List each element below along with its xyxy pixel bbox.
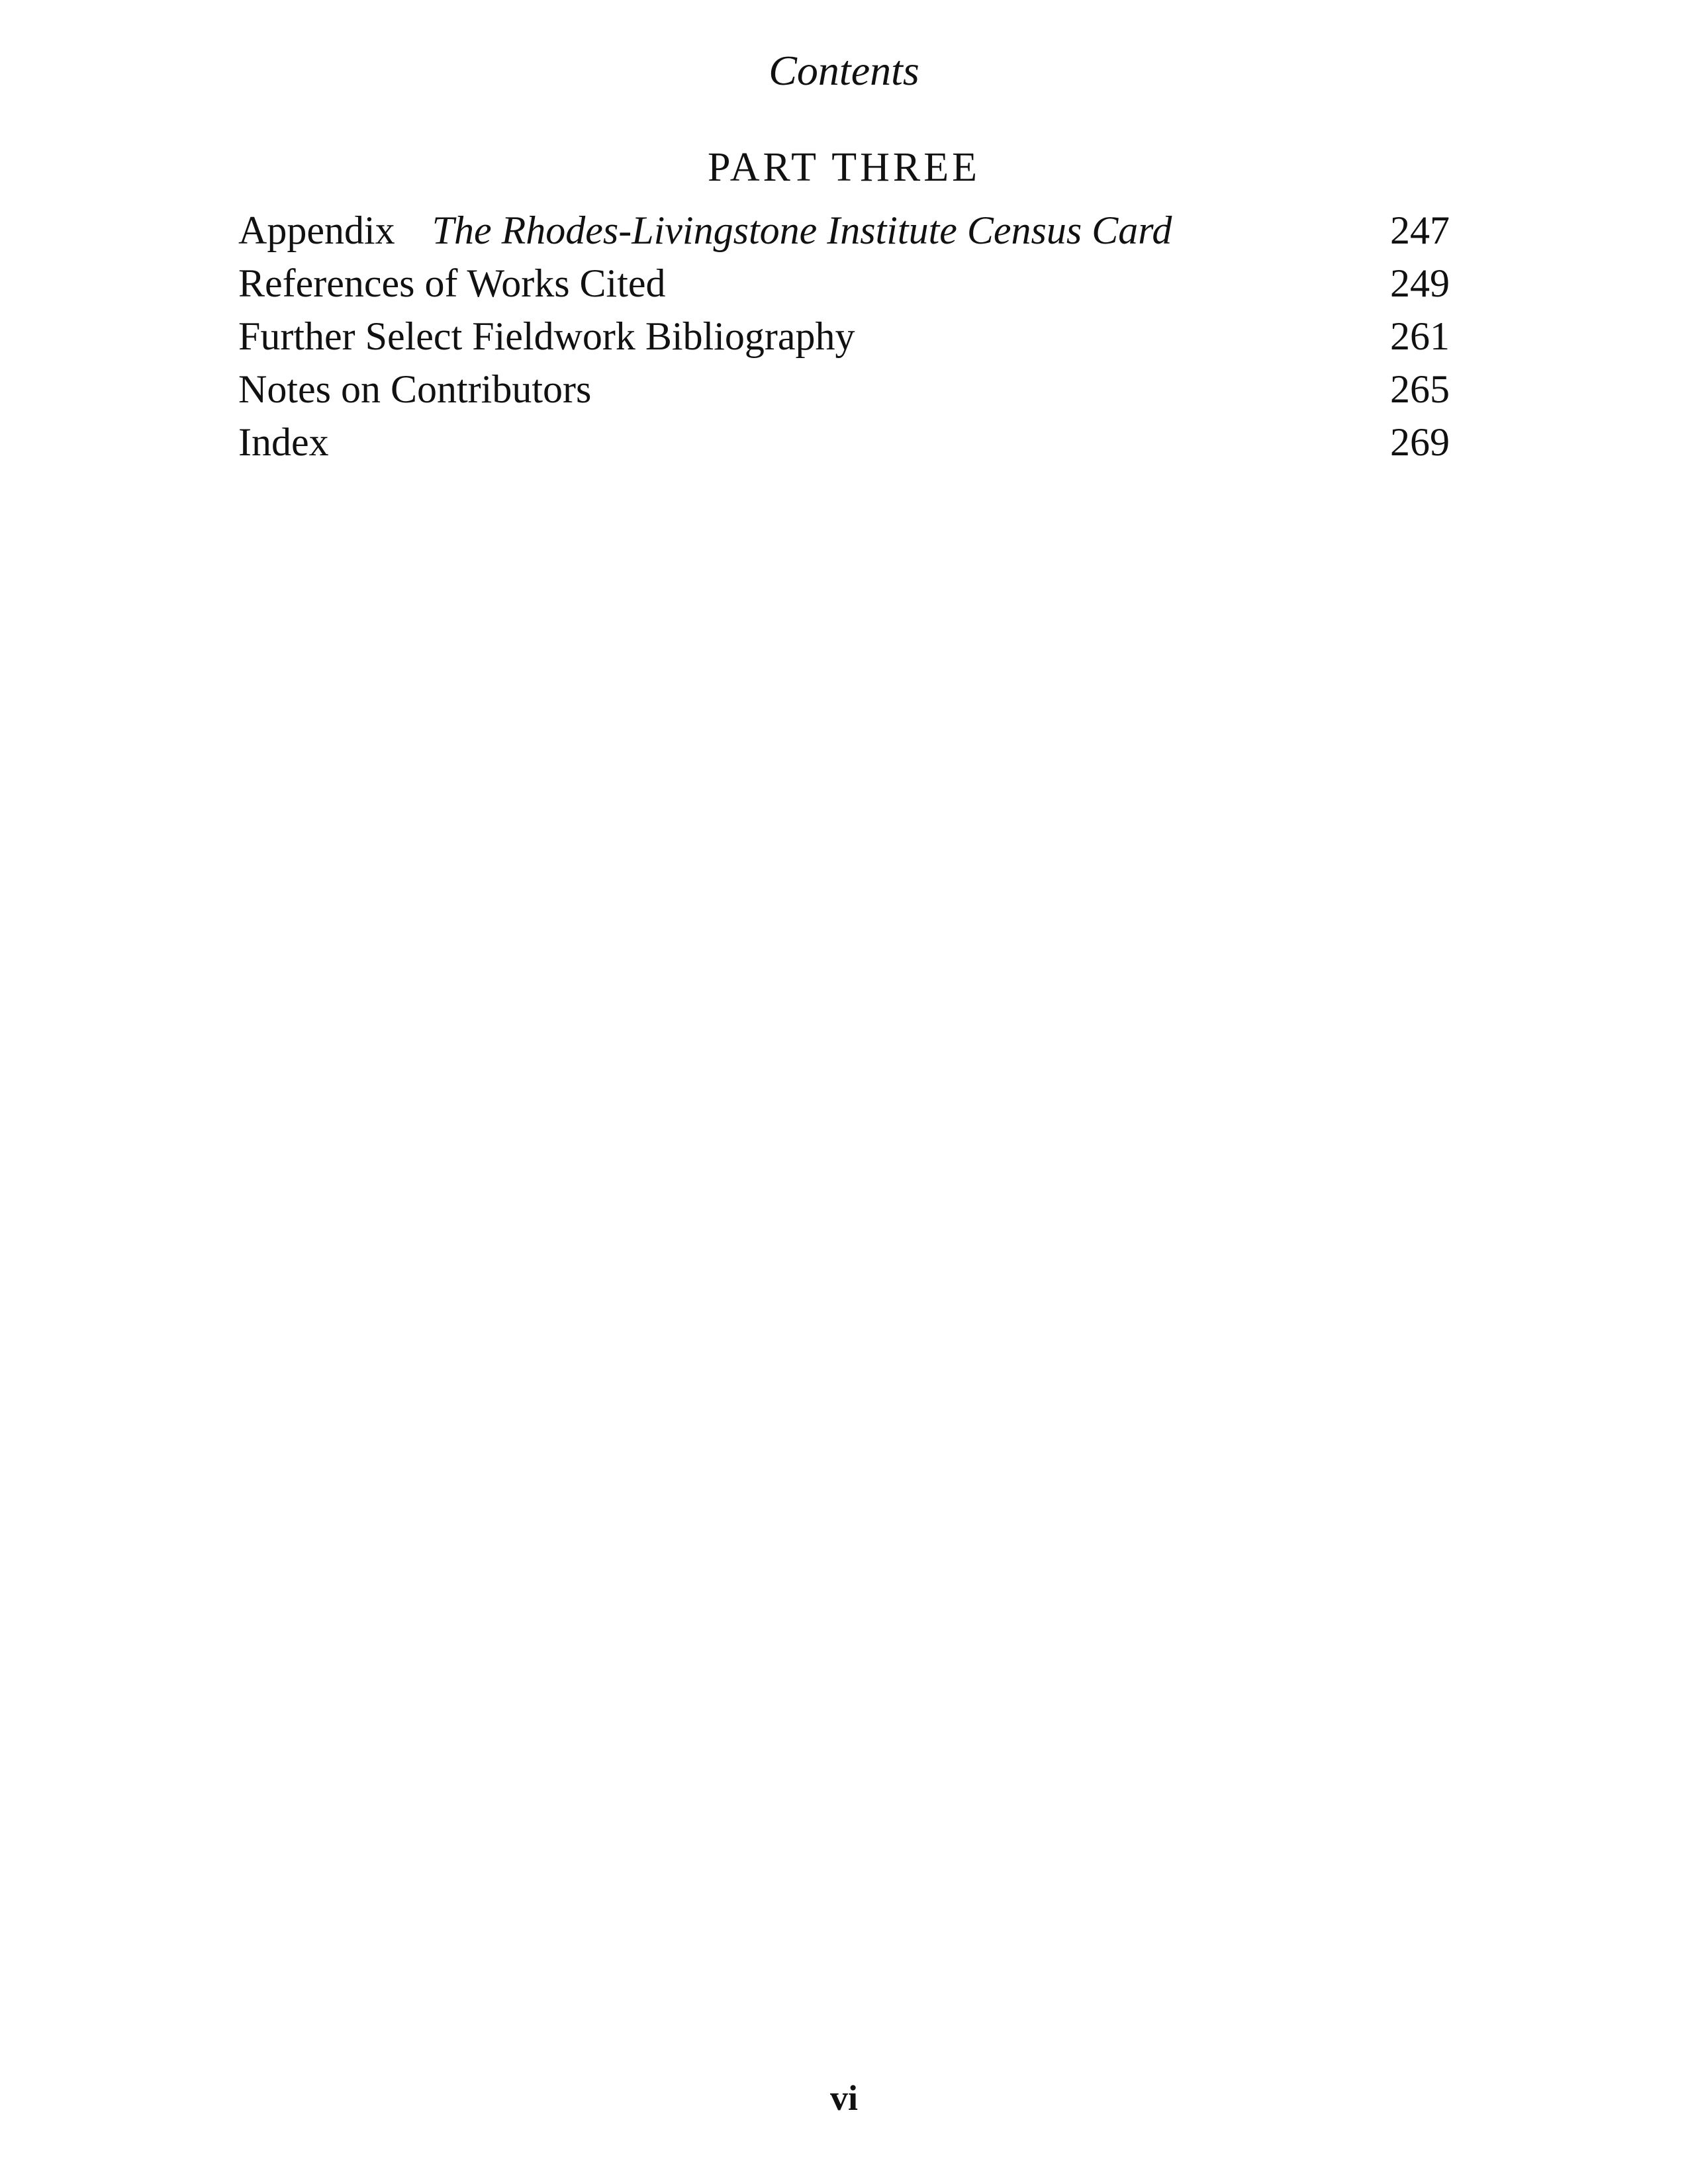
toc-entry-label: Appendix — [238, 208, 395, 252]
page-folio: vi — [829, 2078, 858, 2118]
table-of-contents — [238, 204, 1450, 469]
toc-entry-contributors — [238, 363, 1450, 416]
toc-entry-page-number: 265 — [1390, 367, 1450, 411]
toc-entry-label: Further Select Fieldwork Bibliography — [238, 314, 855, 358]
toc-entry-appendix — [238, 204, 1450, 257]
toc-entry-label: Index — [238, 420, 329, 464]
toc-entry-page-number: 249 — [1390, 261, 1450, 305]
part-heading: PART THREE — [707, 145, 981, 190]
toc-entry-page-number: 247 — [1390, 208, 1450, 252]
toc-entry-bibliography — [238, 310, 1450, 363]
toc-entry-label: References of Works Cited — [238, 261, 666, 305]
toc-entry-label: Notes on Contributors — [238, 367, 592, 411]
toc-entry-title — [238, 204, 1172, 257]
toc-entry-references — [238, 257, 1450, 310]
toc-entry-index — [238, 416, 1450, 469]
toc-entry-page-number: 269 — [1390, 420, 1450, 464]
toc-entry-page-number: 261 — [1390, 314, 1450, 358]
toc-entry-subtitle: The Rhodes-Livingstone Institute Census Card — [432, 208, 1172, 252]
running-head: Contents — [769, 47, 919, 94]
